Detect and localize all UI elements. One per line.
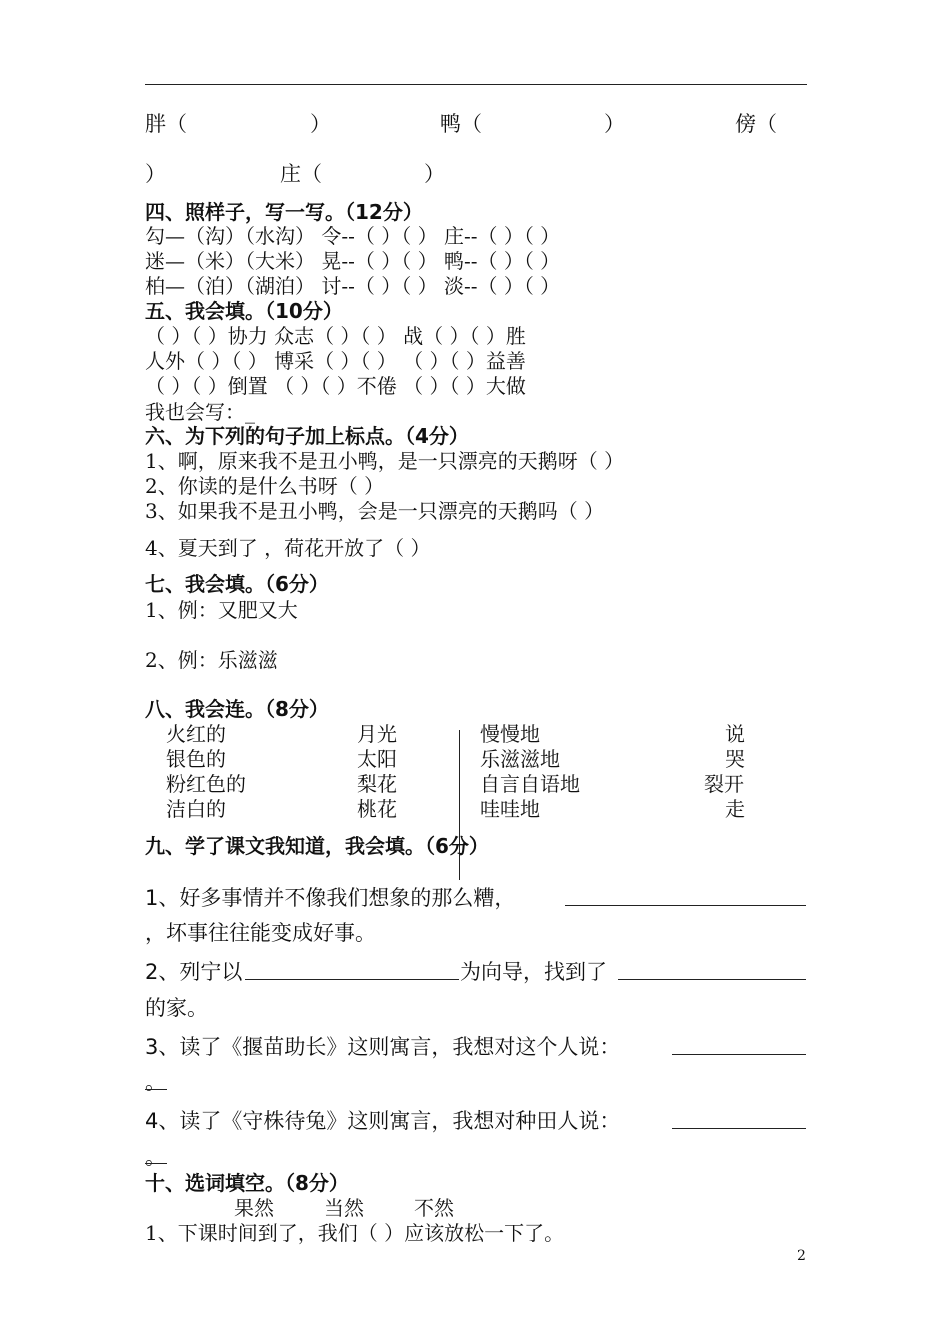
section-8-title: 八、我会连。（8分） (145, 697, 329, 721)
s8-col1-2: 银色的 (166, 747, 226, 771)
s8-col2-4: 桃花 (357, 797, 397, 821)
s10-word-2: 当然 (324, 1196, 364, 1220)
s9-q3-end: 。 (145, 1070, 166, 1094)
s7-q1: 1、例：又肥又大 (145, 598, 298, 622)
top-row2-b: 庄（ (280, 162, 322, 186)
top-row1-d: ） (604, 112, 625, 136)
s6-q3: 3、如果我不是丑小鸭，会是一只漂亮的天鹅吗（ ） (145, 499, 605, 523)
top-row1-c: 鸭（ (440, 112, 482, 136)
s9-q2-blank-2[interactable] (618, 979, 806, 980)
section-4-title: 四、照样子，写一写。（12分） (145, 200, 423, 224)
s8-col2-3: 梨花 (357, 772, 397, 796)
s8-col3-4: 哇哇地 (480, 797, 540, 821)
s5-line-2: 人外（ ）（ ） 博采（ ）（ ） （ ）（ ）益善 (145, 349, 526, 373)
s4-line-2: 迷—（米）（大米） 晃--（ ）（ ） 鸭--（ ）（ ） (145, 249, 561, 273)
s8-col1-3: 粉红色的 (166, 772, 246, 796)
s8-col4-2: 哭 (725, 747, 745, 771)
s8-col3-3: 自言自语地 (480, 772, 580, 796)
s9-q3-blank-tail[interactable] (145, 1089, 167, 1090)
section-9-title: 九、学了课文我知道，我会填。（6分） (145, 834, 489, 858)
s9-q1a: 1、好多事情并不像我们想象的那么糟， (145, 886, 516, 910)
top-row1-b: ） (310, 112, 331, 136)
s10-word-3: 不然 (414, 1196, 454, 1220)
s6-q2: 2、你读的是什么书呀（ ） (145, 474, 385, 498)
s5-line-3: （ ）（ ）倒置 （ ）（ ）不倦 （ ）（ ）大做 (145, 374, 526, 398)
s9-q4-end: 。 (145, 1145, 166, 1169)
page-number: 2 (797, 1248, 806, 1264)
s8-col4-4: 走 (725, 797, 745, 821)
s8-col4-3: 裂开 (704, 772, 744, 796)
section-7-title: 七、我会填。（6分） (145, 572, 329, 596)
section-6-title: 六、为下列的句子加上标点。（4分） (145, 424, 469, 448)
top-rule (145, 84, 807, 85)
s9-q2b: 为向导，找到了 (460, 960, 607, 984)
section-10-title: 十、选词填空。（8分） (145, 1171, 349, 1195)
s8-col1-1: 火红的 (166, 722, 226, 746)
top-row2-c: ） (424, 162, 445, 186)
s8-col3-2: 乐滋滋地 (480, 747, 560, 771)
top-row1-e: 傍（ (735, 112, 777, 136)
s10-q1: 1、下课时间到了，我们（ ）应该放松一下了。 (145, 1221, 565, 1245)
s8-col1-4: 洁白的 (166, 797, 226, 821)
s9-q1b: ，坏事往往能变成好事。 (145, 921, 376, 945)
s9-q4-blank[interactable] (672, 1128, 806, 1129)
s6-q4: 4、夏天到了 ，荷花开放了（ ） (145, 536, 431, 560)
top-row2-a: ） (145, 162, 166, 186)
s9-q1-blank[interactable] (565, 905, 806, 906)
s9-q4: 4、读了《守株待兔》这则寓言，我想对种田人说： (145, 1109, 621, 1133)
s8-col2-1: 月光 (357, 722, 397, 746)
s9-q2c: 的家。 (145, 996, 208, 1020)
s9-q2-blank-1[interactable] (245, 979, 459, 980)
s5-write: 我也会写：_ (145, 400, 255, 424)
s4-line-3: 柏—（泊）（湖泊） 讨--（ ）（ ） 淡--（ ）（ ） (145, 274, 561, 298)
s9-q3: 3、读了《揠苗助长》这则寓言，我想对这个人说： (145, 1035, 621, 1059)
s8-col2-2: 太阳 (357, 747, 397, 771)
s6-q1: 1、啊，原来我不是丑小鸭，是一只漂亮的天鹅呀（ ） (145, 449, 625, 473)
s9-q4-blank-tail[interactable] (145, 1163, 167, 1164)
s4-line-1: 勾—（沟）（水沟） 令--（ ）（ ） 庄--（ ）（ ） (145, 224, 561, 248)
s8-col3-1: 慢慢地 (480, 722, 540, 746)
s10-word-1: 果然 (234, 1196, 274, 1220)
top-row1-a: 胖（ (145, 112, 187, 136)
s7-q2: 2、例：乐滋滋 (145, 648, 278, 672)
s8-col4-1: 说 (725, 722, 745, 746)
s9-q2a: 2、列宁以 (145, 960, 243, 984)
s9-q3-blank[interactable] (672, 1054, 806, 1055)
s5-line-1: （ ）（ ）协力 众志（ ）（ ） 战（ ）（ ）胜 (145, 324, 526, 348)
section-5-title: 五、我会填。（10分） (145, 299, 343, 323)
